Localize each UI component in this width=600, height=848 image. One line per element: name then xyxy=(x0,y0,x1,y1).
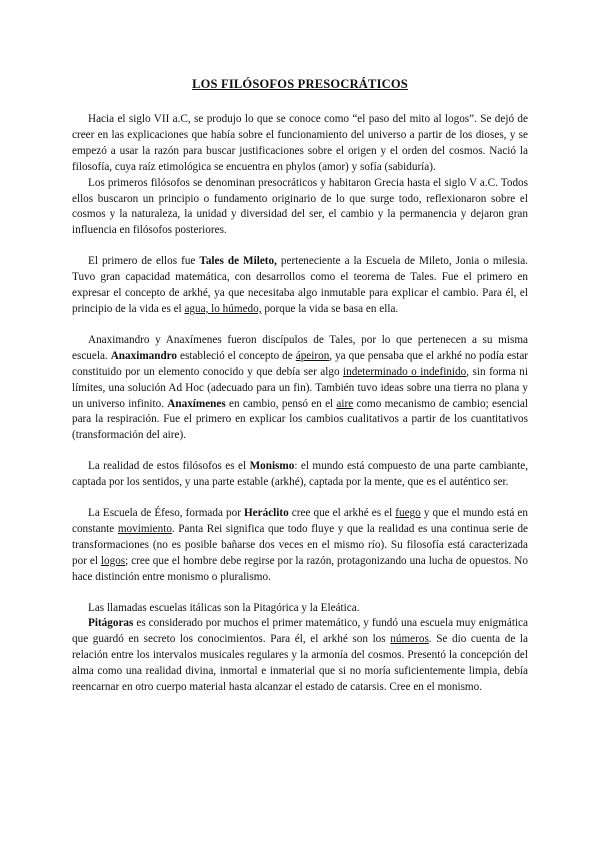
bold-term-pitagoras: Pitágoras xyxy=(88,617,134,630)
text-segment: La Escuela de Éfeso, formada por xyxy=(88,507,244,520)
document-title: LOS FILÓSOFOS PRESOCRÁTICOS xyxy=(192,77,408,91)
text-segment: y que el mundo está en constante xyxy=(72,507,528,535)
underlined-term-indeterminado: indeterminado o indefinido xyxy=(343,365,467,378)
text-segment: , sin forma ni límites, una solución Ad Hoc (adecuado para un fin). También tuvo ideas sobre una tierra no plana y un universo infinito. xyxy=(72,365,528,410)
bold-term-tales: Tales de Mileto, xyxy=(199,255,277,268)
text-segment: cree que el arkhé es el xyxy=(288,507,396,520)
paragraph-tales xyxy=(72,254,528,318)
paragraph-anaximandro xyxy=(72,333,528,444)
paragraph-monismo xyxy=(72,459,528,491)
underlined-term-apeiron: ápeiron xyxy=(295,349,330,362)
bold-term-heraclito: Heráclito xyxy=(243,507,289,520)
paragraph-intro: Hacia el siglo VII a.C, se produjo lo que se conoce como “el paso del mito al logos”. Se dejó de creer en las explicaciones que había sobre el funcionamiento del universo a partir de los dioses, y se empezó a usar la razón para buscar justificaciones sobre el origen y el orden del cosmos. Nació la filosofía, cuya raíz etimológica se encuentra en phylos (amor) y sofía (sabiduría). xyxy=(72,113,528,173)
text-segment: : el mundo está compuesto de una parte cambiante, captada por los sentidos, y una parte estable (arkhé), captada por la mente, que es el auténtico ser. xyxy=(72,460,528,489)
underlined-term-movimiento: movimiento xyxy=(117,522,172,535)
text-segment: perteneciente a la Escuela de Mileto, Jonia o milesia. Tuvo gran capacidad matemática, con desarrollos como el teorema de Tales. Fue el primero en expresar el concepto de arkhé, ya que necesitaba algo inmutable para explicar el cambio. Para él, el principio de la vida es el xyxy=(72,255,528,315)
underlined-term-fuego: fuego xyxy=(395,507,421,520)
text-segment: La realidad de estos filósofos es el xyxy=(88,460,250,473)
text-segment: El primero de ellos fue xyxy=(88,255,200,268)
underlined-term-numeros: números xyxy=(390,633,429,646)
text-segment: es considerado por muchos el primer matemático, y fundó una escuela muy enigmática que guardó en secreto los conocimientos. Para él, el arkhé son los xyxy=(72,617,528,646)
text-segment: estableció el concepto de xyxy=(177,349,296,362)
text-segment: como mecanismo de cambio; esencial para la respiración. Fue el primero en explicar los cambios cualitativos a partir de los cuantitativos (transformación del aire). xyxy=(72,397,528,442)
text-segment: Anaximandro y Anaxímenes fueron discípulos de Tales, por lo que pertenecen a su misma escuela. xyxy=(72,333,528,362)
paragraph-pitagoras xyxy=(72,616,528,696)
text-segment: porque la vida se basa en ella. xyxy=(261,302,399,315)
paragraph-presocraticos: Los primeros filósofos se denominan presocráticos y habitaron Grecia hasta el siglo V a.C. Todos ellos buscaron un principio o fundamento originario de lo que surge todo, reflexionaron sobre el cosmos y la naturaleza, la unidad y diversidad del ser, el cambio y la permanencia y dejaron gran influencia en filósofos posteriores. xyxy=(72,176,528,237)
text-segment: , ya que pensaba que el arkhé no podía estar constituido por un elemento conocido y que debía ser algo xyxy=(72,349,529,378)
paragraph-escuelas-italicas: Las llamadas escuelas itálicas son la Pitagórica y la Eleática. xyxy=(88,601,360,614)
underlined-term-logos: logos xyxy=(100,554,126,567)
bold-term-monismo: Monismo xyxy=(249,460,295,473)
text-segment: . Se dio cuenta de la relación entre los intervalos musicales regulares y la armonía del cosmos. Presentó la concepción del alma como una realidad divina, inmortal e inmaterial que si no moría suficientemente limpia, debía reencarnar en otro cuerpo material hasta alcanzar el estado de catarsis. Cree en el monismo. xyxy=(72,633,528,694)
text-segment: . Panta Rei significa que todo fluye y que la realidad es una continua serie de transformaciones (no es posible bañarse dos veces en el mismo río). Su filosofía está caracterizada por el xyxy=(72,522,528,567)
bold-term-anaximandro: Anaximandro xyxy=(110,349,178,362)
bold-term-anaximenes: Anaxímenes xyxy=(167,397,226,410)
text-segment: ; cree que el hombre debe regirse por la razón, protagonizando una lucha de opuestos. No hace distinción entre monismo o pluralismo. xyxy=(72,554,528,583)
text-segment: en cambio, pensó en el xyxy=(225,397,337,410)
paragraph-heraclito xyxy=(72,506,528,586)
underlined-term-aire: aire xyxy=(336,397,354,410)
underlined-term-agua: agua, lo húmedo, xyxy=(184,302,262,315)
